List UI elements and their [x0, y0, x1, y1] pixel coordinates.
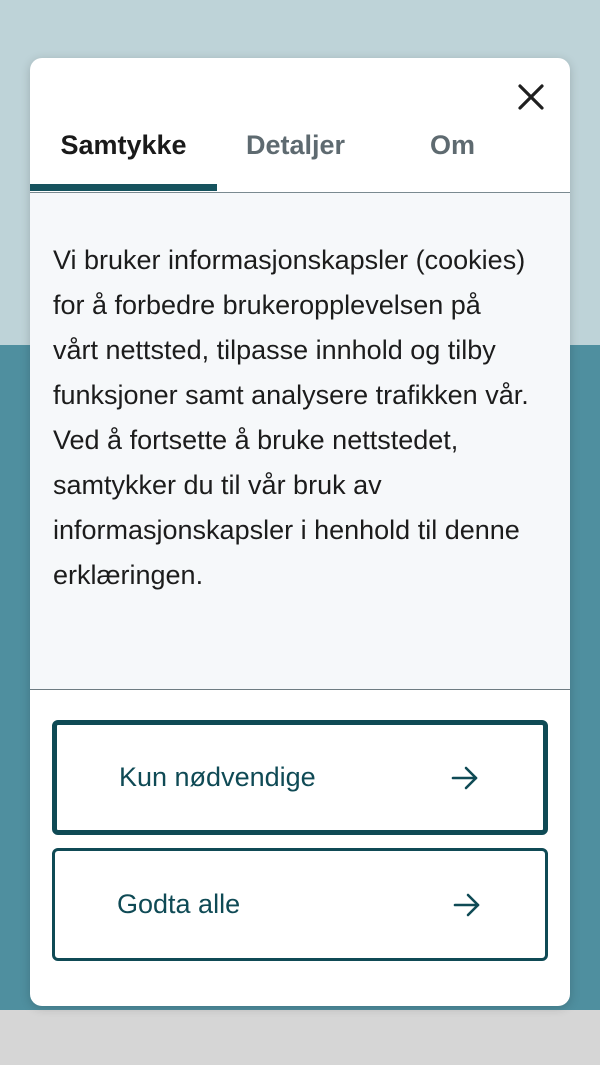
arrow-right-icon [453, 891, 481, 919]
cookie-consent-dialog [30, 58, 570, 1006]
arrow-right-icon [451, 764, 479, 792]
necessary-only-label: Kun nødvendige [119, 762, 316, 792]
consent-content-panel [30, 193, 570, 690]
consent-description: Vi bruker informasjonskapsler (cookies) for å forbedre brukeropplevelsen på vårt nettsted, tilpasse innhold og tilby funksjoner samt analysere trafikken vår. Ved å fortsette å bruke nettstedet, samtykker du til vår bruk av informasjonskapsler i henhold til denne erklæringen. [53, 245, 529, 590]
active-tab-indicator [30, 184, 217, 191]
accept-all-label: Godta alle [117, 889, 241, 919]
accept-all-button[interactable] [52, 848, 548, 961]
tab-detaljer[interactable]: Detaljer [245, 130, 346, 160]
tab-om[interactable]: Om [429, 130, 475, 160]
tab-samtykke[interactable]: Samtykke [60, 130, 187, 160]
close-icon [518, 84, 544, 110]
necessary-only-button[interactable] [52, 720, 548, 835]
close-button[interactable] [516, 82, 546, 112]
page-background-bottom [0, 1010, 600, 1065]
tab-bar-divider [30, 58, 570, 193]
